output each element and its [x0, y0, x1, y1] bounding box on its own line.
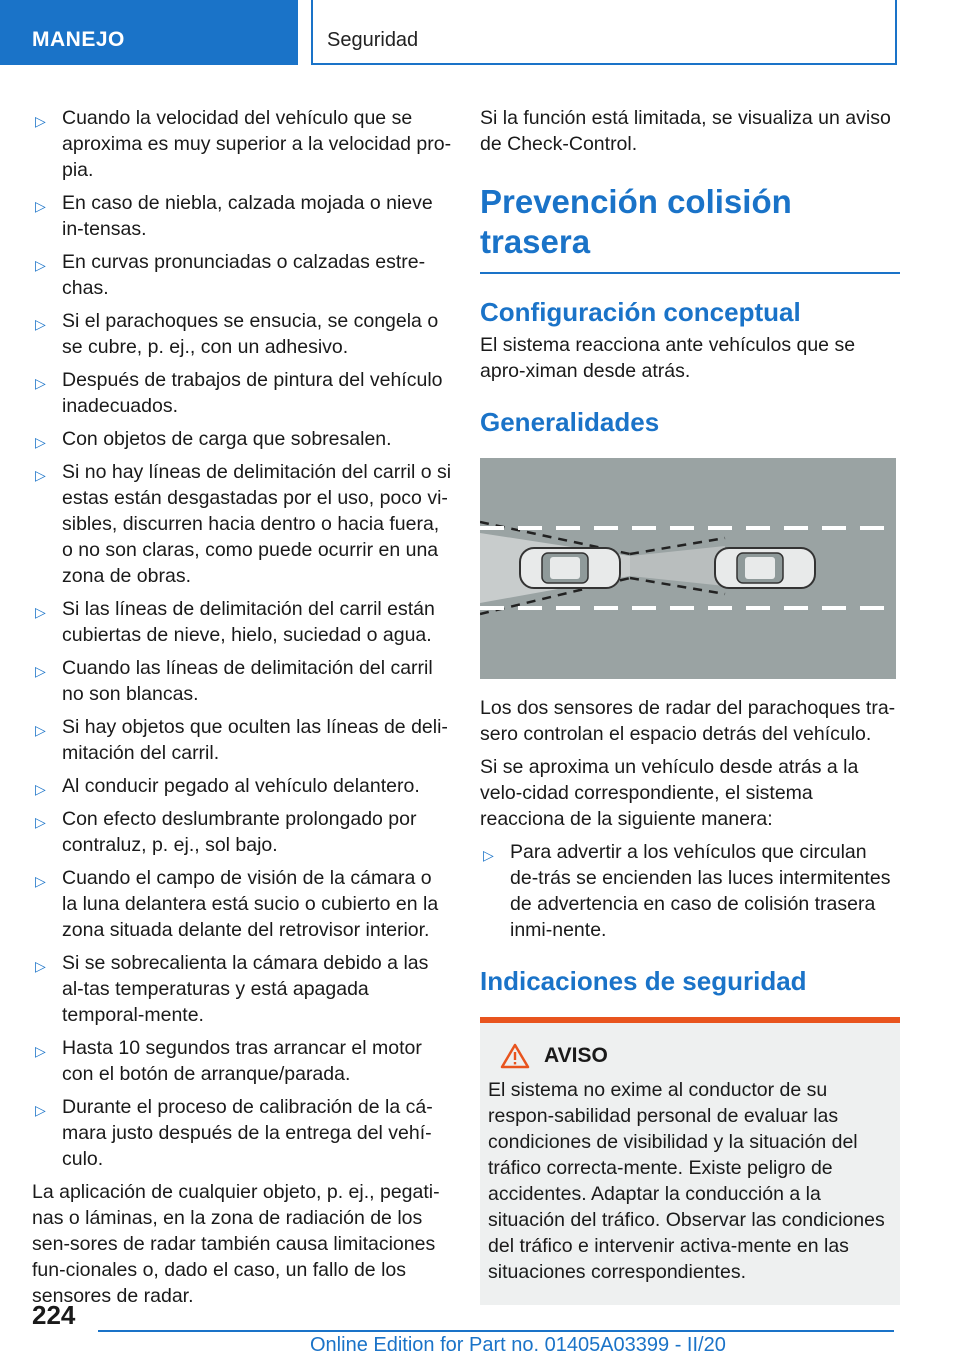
section-heading: Prevención colisión trasera [480, 182, 900, 274]
chapter-tab [311, 0, 897, 65]
triangle-right-icon: ▷ [35, 257, 46, 273]
general-heading: Generalidades [480, 407, 660, 437]
section-title: MANEJO [32, 28, 125, 51]
list-item: ▷ Cuando la velocidad del vehículo que se aproxima es muy superior a la velocidad pro-pia. [35, 107, 452, 181]
triangle-right-icon: ▷ [35, 113, 46, 129]
warning-box [480, 1017, 900, 1305]
warning-triangle-icon [500, 1043, 530, 1069]
triangle-right-icon: ▷ [35, 375, 46, 391]
triangle-right-icon: ▷ [35, 434, 46, 450]
list-item: ▷ Si el parachoques se ensucia, se congela o se cubre, p. ej., con un adhesivo. [35, 310, 439, 358]
list-item: ▷ En curvas pronunciadas o calzadas estre-chas. [35, 251, 426, 299]
triangle-right-icon: ▷ [35, 722, 46, 738]
triangle-right-icon: ▷ [35, 873, 46, 889]
rear-collision-illustration [480, 458, 896, 679]
list-item: ▷ Con objetos de carga que sobresalen. [32, 426, 452, 452]
warning-title: AVISO [544, 1044, 608, 1067]
reaction-list [480, 839, 900, 943]
page-number: 224 [32, 1300, 76, 1330]
concept-heading: Configuración conceptual [480, 297, 801, 327]
triangle-right-icon: ▷ [35, 316, 46, 332]
list-item: ▷ Al conducir pegado al vehículo delantero. [32, 773, 452, 799]
triangle-right-icon: ▷ [35, 1043, 46, 1059]
road-diagram [480, 458, 896, 679]
chapter-title: Seguridad [327, 29, 419, 51]
left-column [32, 105, 452, 1316]
triangle-right-icon: ▷ [35, 198, 46, 214]
triangle-right-icon: ▷ [35, 958, 46, 974]
triangle-right-icon: ▷ [35, 604, 46, 620]
triangle-right-icon: ▷ [35, 814, 46, 830]
list-item: ▷ En caso de niebla, calzada mojada o nieve in-tensas. [35, 192, 433, 240]
general-paragraph-2: Si se aproxima un vehículo desde atrás a la velo-cidad correspondiente, el sistema reacciona de la siguiente manera: [480, 756, 859, 830]
front-car [715, 548, 815, 588]
list-item: ▷ Para advertir a los vehículos que circulan de-trás se encienden las luces intermitentes de advertencia en caso de colisión trasera inmi-nente. [483, 841, 891, 941]
list-item: ▷ Durante el proceso de calibración de la cá-mara justo después de la entrega del vehí-culo. [35, 1096, 433, 1170]
list-item: ▷ Si hay objetos que oculten las líneas de deli-mitación del carril. [35, 716, 448, 764]
list-item: ▷ Después de trabajos de pintura del vehículo inadecuados. [35, 369, 443, 417]
list-item: ▷ Cuando el campo de visión de la cámara o la luna delantera está sucio o cubierto en la zona situada delante del retrovisor interior. [35, 867, 439, 941]
safety-heading: Indicaciones de seguridad [480, 966, 807, 996]
list-item: ▷ Con efecto deslumbrante prolongado por contraluz, p. ej., sol bajo. [35, 808, 417, 856]
closing-paragraph: La aplicación de cualquier objeto, p. ej., pegati-nas o láminas, en la zona de radiación de los sen-sores de radar también causa limitaciones fun-cionales o, dado el caso, un fallo de los sensores de radar. [32, 1181, 440, 1307]
triangle-right-icon: ▷ [35, 781, 46, 797]
section-tab [0, 0, 298, 65]
triangle-right-icon: ▷ [483, 847, 494, 863]
triangle-right-icon: ▷ [35, 467, 46, 483]
right-column [480, 105, 900, 1305]
edition-footer: Online Edition for Part no. 01405A03399 - II/20 [310, 1334, 726, 1356]
list-item: ▷ Hasta 10 segundos tras arrancar el motor con el botón de arranque/parada. [35, 1037, 422, 1085]
concept-paragraph: El sistema reacciona ante vehículos que se apro-ximan desde atrás. [480, 334, 856, 382]
footer-divider [98, 1330, 894, 1332]
triangle-right-icon: ▷ [35, 1102, 46, 1118]
list-item: ▷ Si se sobrecalienta la cámara debido a las al-tas temperaturas y está apagada temporal-mente. [35, 952, 429, 1026]
intro-paragraph: Si la función está limitada, se visualiza un aviso de Check-Control. [480, 107, 891, 155]
list-item: ▷ Si las líneas de delimitación del carril están cubiertas de nieve, hielo, suciedad o agua. [35, 598, 435, 646]
triangle-right-icon: ▷ [35, 663, 46, 679]
general-paragraph-1: Los dos sensores de radar del parachoques tra-sero controlan el espacio detrás del vehículo. [480, 697, 896, 745]
limitations-list [32, 105, 452, 1172]
list-item: ▷ Cuando las líneas de delimitación del carril no son blancas. [35, 657, 433, 705]
warning-header [500, 1043, 892, 1069]
rear-car [520, 548, 620, 588]
warning-text: El sistema no exime al conductor de su respon-sabilidad personal de evaluar las condiciones de visibilidad y la situación del tráfico correcta-mente. Existe peligro de accidentes. Adaptar la conducción a la situación del tráfico. Observar las condiciones del tráfico e intervenir activa-mente en las situaciones correspondientes. [488, 1079, 885, 1283]
list-item: ▷ Si no hay líneas de delimitación del carril o si estas están desgastadas por el uso, poco vi-sibles, discurren hacia dentro o hacia fuera, o no son claras, como puede ocurrir en una zona de obras. [35, 461, 452, 587]
